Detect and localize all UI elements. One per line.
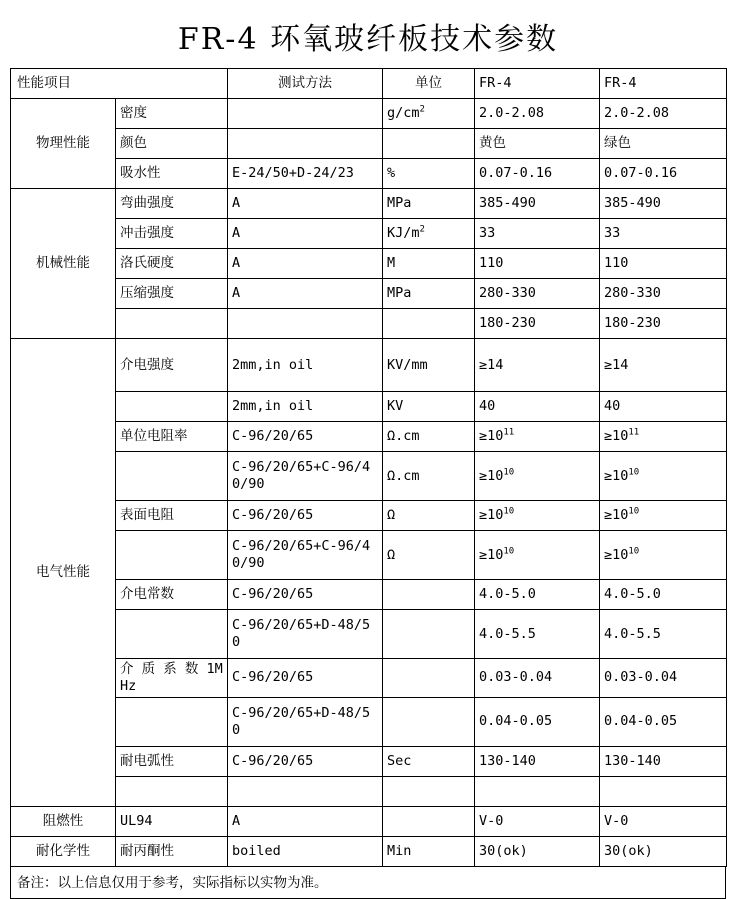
table-row	[11, 580, 727, 610]
row-item-cell	[116, 531, 228, 580]
table-row	[11, 776, 727, 806]
row-item-cell	[116, 610, 228, 659]
row-value1-cell	[475, 776, 600, 806]
row-unit-cell: Ω	[383, 501, 475, 531]
table-note: 备注：以上信息仅用于参考，实际指标以实物为准。	[10, 867, 726, 899]
row-method-cell	[228, 309, 383, 339]
row-method-cell: C-96/20/65	[228, 501, 383, 531]
row-method-cell: C-96/20/65+D-48/50	[228, 610, 383, 659]
row-unit-cell	[383, 580, 475, 610]
row-value2-cell: 280-330	[600, 279, 727, 309]
row-item-cell	[116, 697, 228, 746]
table-row	[11, 219, 727, 249]
spec-table-body	[11, 69, 727, 867]
row-item-cell: 介 质 系 数 1MHz	[116, 659, 228, 698]
row-method-cell: A	[228, 219, 383, 249]
row-value1-cell: 黄色	[475, 129, 600, 159]
row-unit-cell: Ω.cm	[383, 422, 475, 452]
row-value2-cell: V-0	[600, 806, 727, 836]
row-value2-cell: 130-140	[600, 746, 727, 776]
row-value2-cell: 40	[600, 392, 727, 422]
table-row	[11, 610, 727, 659]
row-item-cell: UL94	[116, 806, 228, 836]
table-row	[11, 422, 727, 452]
row-unit-cell	[383, 129, 475, 159]
row-value1-cell: 33	[475, 219, 600, 249]
row-value2-cell: $\ge 10^{10}$	[600, 501, 727, 531]
table-row	[11, 392, 727, 422]
row-item-cell: 介电常数	[116, 580, 228, 610]
row-item-cell	[116, 452, 228, 501]
row-value1-cell: 0.03-0.04	[475, 659, 600, 698]
table-row	[11, 249, 727, 279]
row-value2-cell: 33	[600, 219, 727, 249]
row-value1-cell: $\ge 10^{10}$	[475, 501, 600, 531]
row-value2-cell: 0.07-0.16	[600, 159, 727, 189]
row-item-cell: 压缩强度	[116, 279, 228, 309]
row-unit-cell: Min	[383, 836, 475, 866]
category-cell: 阻燃性	[11, 806, 116, 836]
row-unit-cell: Ω	[383, 531, 475, 580]
row-unit-cell	[383, 659, 475, 698]
header-cell-unit: 单位	[383, 69, 475, 99]
row-value2-cell: 0.03-0.04	[600, 659, 727, 698]
row-unit-cell: KV/mm	[383, 339, 475, 392]
row-value1-cell: $\ge 10^{10}$	[475, 531, 600, 580]
row-method-cell: 2mm,in oil	[228, 339, 383, 392]
row-item-cell: 吸水性	[116, 159, 228, 189]
table-row	[11, 531, 727, 580]
row-unit-cell: MPa	[383, 189, 475, 219]
row-value1-cell: 130-140	[475, 746, 600, 776]
page-title: FR-4 环氧玻纤板技术参数	[177, 22, 559, 57]
header-cell-method: 测试方法	[228, 69, 383, 99]
row-value1-cell: ≥14	[475, 339, 600, 392]
table-row	[11, 339, 727, 392]
row-value1-cell: 4.0-5.0	[475, 580, 600, 610]
row-item-cell: 表面电阻	[116, 501, 228, 531]
row-unit-cell	[383, 309, 475, 339]
row-method-cell: C-96/20/65	[228, 746, 383, 776]
row-unit-cell	[383, 697, 475, 746]
row-value2-cell: ≥14	[600, 339, 727, 392]
row-value2-cell: $\ge 10^{11}$	[600, 422, 727, 452]
row-method-cell: 2mm,in oil	[228, 392, 383, 422]
row-value2-cell	[600, 776, 727, 806]
row-value2-cell: 4.0-5.5	[600, 610, 727, 659]
row-item-cell: 颜色	[116, 129, 228, 159]
row-method-cell	[228, 129, 383, 159]
table-row	[11, 189, 727, 219]
row-value2-cell: $\ge 10^{10}$	[600, 531, 727, 580]
row-item-cell: 密度	[116, 99, 228, 129]
row-unit-cell	[383, 610, 475, 659]
row-method-cell: boiled	[228, 836, 383, 866]
row-method-cell: A	[228, 249, 383, 279]
row-unit-cell: KV	[383, 392, 475, 422]
header-cell-value2: FR-4	[600, 69, 727, 99]
row-method-cell: C-96/20/65+C-96/40/90	[228, 452, 383, 501]
table-row	[11, 452, 727, 501]
row-value1-cell: $\ge 10^{10}$	[475, 452, 600, 501]
row-value2-cell: 180-230	[600, 309, 727, 339]
table-row	[11, 279, 727, 309]
row-method-cell: C-96/20/65	[228, 580, 383, 610]
table-row	[11, 697, 727, 746]
row-method-cell: C-96/20/65+C-96/40/90	[228, 531, 383, 580]
table-row	[11, 501, 727, 531]
row-value1-cell: 110	[475, 249, 600, 279]
table-row	[11, 309, 727, 339]
header-cell-item: 性能项目	[11, 69, 228, 99]
row-unit-cell: MPa	[383, 279, 475, 309]
row-value2-cell: 2.0-2.08	[600, 99, 727, 129]
row-method-cell: E-24/50+D-24/23	[228, 159, 383, 189]
table-row	[11, 806, 727, 836]
row-unit-cell: Ω.cm	[383, 452, 475, 501]
table-row	[11, 659, 727, 698]
row-unit-cell: %	[383, 159, 475, 189]
row-value1-cell: 280-330	[475, 279, 600, 309]
row-unit-cell: $KJ/m^2$	[383, 219, 475, 249]
row-item-cell: 洛氏硬度	[116, 249, 228, 279]
row-unit-cell	[383, 806, 475, 836]
row-method-cell: C-96/20/65+D-48/50	[228, 697, 383, 746]
row-value1-cell: 30(ok)	[475, 836, 600, 866]
row-item-cell: 耐丙酮性	[116, 836, 228, 866]
row-method-cell	[228, 99, 383, 129]
row-item-cell: 冲击强度	[116, 219, 228, 249]
row-value2-cell: 4.0-5.0	[600, 580, 727, 610]
row-value2-cell: 0.04-0.05	[600, 697, 727, 746]
row-item-cell: 介电强度	[116, 339, 228, 392]
row-method-cell: A	[228, 189, 383, 219]
row-unit-cell: Sec	[383, 746, 475, 776]
row-method-cell: C-96/20/65	[228, 422, 383, 452]
row-value1-cell: 180-230	[475, 309, 600, 339]
row-value1-cell: 0.04-0.05	[475, 697, 600, 746]
category-cell: 电气性能	[11, 339, 116, 807]
row-item-cell: 弯曲强度	[116, 189, 228, 219]
row-value2-cell: 绿色	[600, 129, 727, 159]
row-value2-cell: 110	[600, 249, 727, 279]
row-item-cell	[116, 776, 228, 806]
row-item-cell: 耐电弧性	[116, 746, 228, 776]
row-value1-cell: 4.0-5.5	[475, 610, 600, 659]
row-item-cell: 单位电阻率	[116, 422, 228, 452]
table-row	[11, 99, 727, 129]
row-method-cell: C-96/20/65	[228, 659, 383, 698]
row-value1-cell: 40	[475, 392, 600, 422]
row-value1-cell: 0.07-0.16	[475, 159, 600, 189]
table-row	[11, 836, 727, 866]
row-value1-cell: 385-490	[475, 189, 600, 219]
table-row	[11, 159, 727, 189]
table-row	[11, 746, 727, 776]
category-cell: 机械性能	[11, 189, 116, 339]
row-value1-cell: $\ge 10^{11}$	[475, 422, 600, 452]
category-cell: 耐化学性	[11, 836, 116, 866]
row-item-cell	[116, 392, 228, 422]
spec-table	[10, 68, 727, 867]
row-unit-cell	[383, 776, 475, 806]
row-method-cell: A	[228, 279, 383, 309]
row-value2-cell: 30(ok)	[600, 836, 727, 866]
row-value2-cell: $\ge 10^{10}$	[600, 452, 727, 501]
row-item-cell	[116, 309, 228, 339]
row-unit-cell: $g/cm^2$	[383, 99, 475, 129]
row-value1-cell: 2.0-2.08	[475, 99, 600, 129]
table-row	[11, 129, 727, 159]
row-method-cell: A	[228, 806, 383, 836]
row-value1-cell: V-0	[475, 806, 600, 836]
category-cell: 物理性能	[11, 99, 116, 189]
header-cell-value1: FR-4	[475, 69, 600, 99]
row-unit-cell: M	[383, 249, 475, 279]
row-method-cell	[228, 776, 383, 806]
table-header-row	[11, 69, 727, 99]
row-value2-cell: 385-490	[600, 189, 727, 219]
